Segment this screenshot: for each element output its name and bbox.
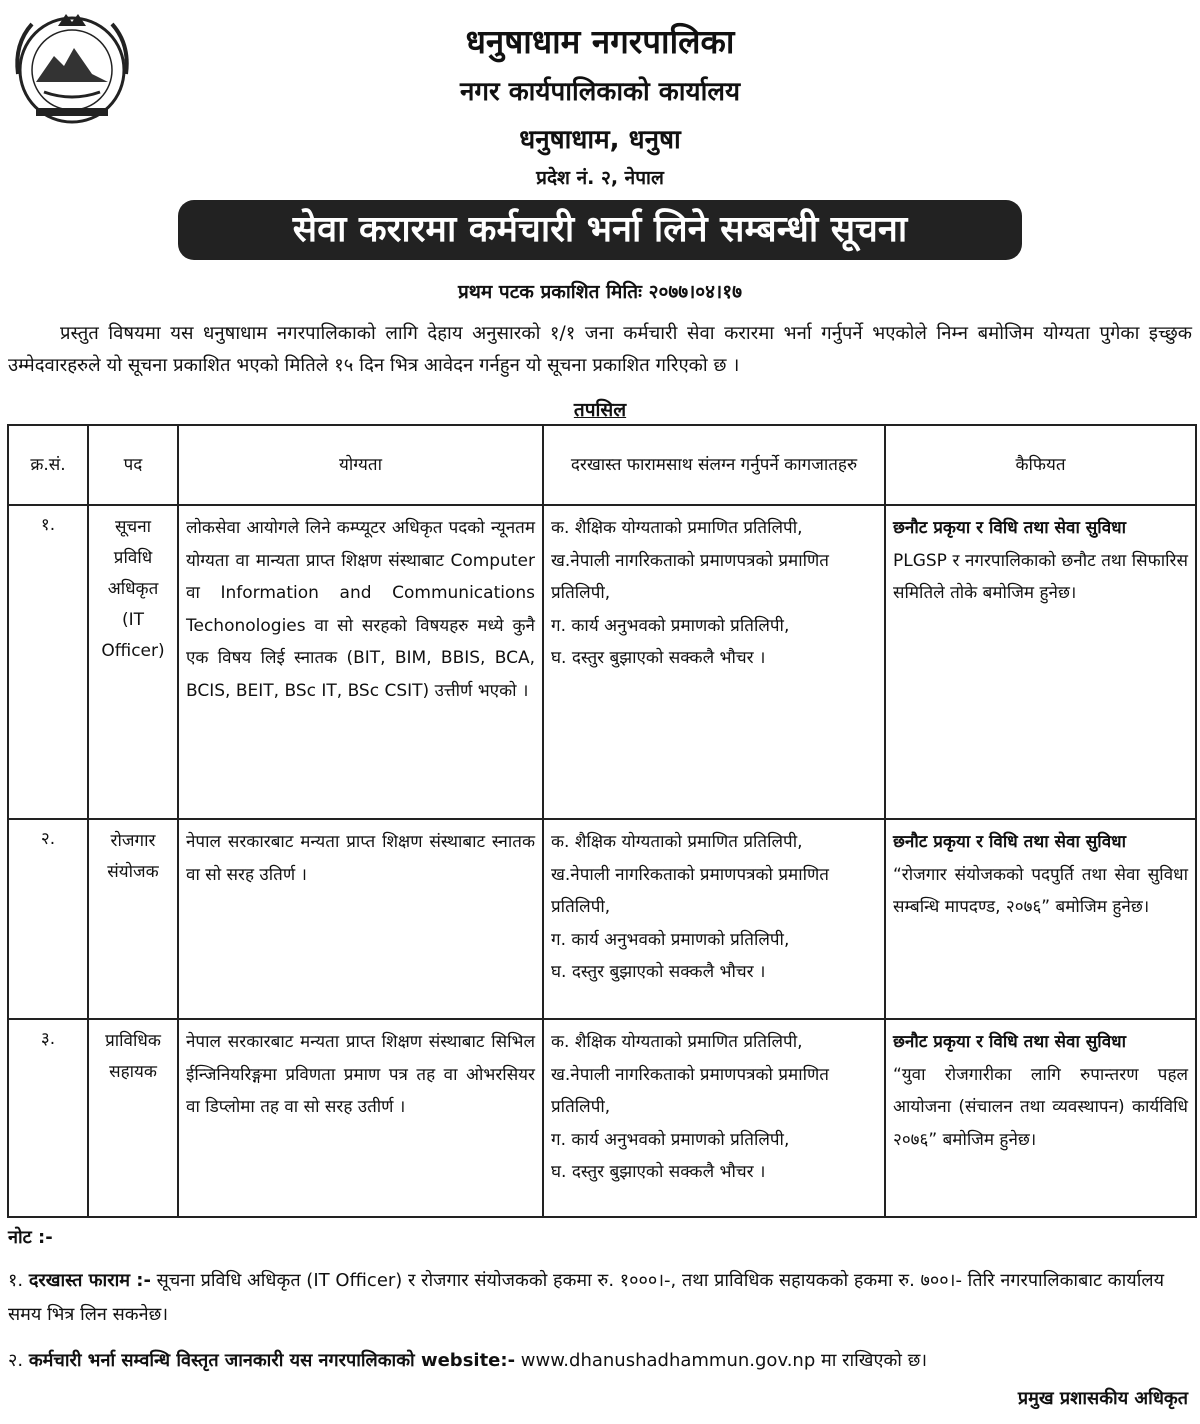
doc-item: घ. दस्तुर बुझाएको सक्कलै भौचर ।: [551, 962, 766, 982]
doc-item: ग. कार्य अनुभवको प्रमाणको प्रतिलिपी,: [551, 615, 790, 636]
remarks-heading: छनौट प्रकृया र विधि तथा सेवा सुविधा: [893, 518, 1126, 538]
province-line: प्रदेश नं. २, नेपाल: [536, 167, 664, 189]
row-qualification: नेपाल सरकारबाट मन्यता प्राप्त शिक्षण संस्थाबाट सिभिल ईन्जिनियरिङ्गमा प्रविणता प्रमाण पत्र तह वा ओभरसियर वा डिप्लोमा तह वा सो सरह उतीर्ण ।: [178, 1019, 543, 1217]
row-documents: [543, 505, 885, 819]
doc-item: ग. कार्य अनुभवको प्रमाणको प्रतिलिपी,: [551, 929, 790, 950]
note-number: २.: [8, 1350, 24, 1371]
row-documents: [543, 819, 885, 1019]
doc-item: क. शैक्षिक योग्यताको प्रमाणित प्रतिलिपी,: [551, 832, 803, 852]
signature-title: प्रमुख प्रशासकीय अधिकृत: [1017, 1388, 1188, 1409]
table-row: [8, 1019, 1196, 1217]
remarks-text: “रोजगार संयोजकको पदपुर्ति तथा सेवा सुविधा सम्बन्धि मापदण्ड, २०७६” बमोजिम हुनेछ।: [893, 864, 1188, 917]
office-name: नगर कार्यपालिकाको कार्यालय: [459, 77, 741, 107]
table-row: [8, 505, 1196, 819]
col-header-post: पद: [88, 425, 178, 505]
note-label: कर्मचारी भर्ना सम्वन्धि विस्तृत जानकारी यस नगरपालिकाको website:-: [28, 1350, 516, 1371]
intro-text: प्रस्तुत विषयमा यस धनुषाधाम नगरपालिकाको लागि देहाय अनुसारको १/१ जना कर्मचारी सेवा करारमा भर्ना गर्नुपर्ने भएकोले निम्न बमोजिम योग्यता पुगेका इच्छुक उम्मेदवारहरुले यो सूचना प्रकाशित भएको मितिले १५ दिन भित्र आवेदन गर्नहुन यो सूचना प्रकाशित गरिएको छ ।: [8, 323, 1192, 376]
notice-title-banner: सेवा करारमा कर्मचारी भर्ना लिने सम्बन्धी सूचना: [178, 200, 1022, 260]
col-header-remarks: कैफियत: [885, 425, 1196, 505]
row-sn: ३.: [8, 1019, 88, 1217]
row-remarks: [885, 819, 1196, 1019]
intro-paragraph: [8, 318, 1192, 382]
row-qualification: लोकसेवा आयोगले लिने कम्प्यूटर अधिकृत पदको न्यूनतम योग्यता वा मान्यता प्राप्त शिक्षण संस्थाबाट Computer वा Information and Communications Techonologies वा सो सरहको विषयहरु मध्ये कुनै एक विषय लिई स्नातक (BIT, BIM, BBIS, BCA, BCIS, BEIT, BSc IT, BSc CSIT) उत्तीर्ण भएको ।: [178, 505, 543, 819]
doc-item: ख.नेपाली नागरिकताको प्रमाणपत्रको प्रमाणित प्रतिलिपी,: [551, 1064, 829, 1117]
row-post: रोजगार संयोजक: [88, 819, 178, 1019]
table-row: [8, 819, 1196, 1019]
municipality-name: धनुषाधाम नगरपालिका: [465, 22, 735, 61]
note-label: दरखास्त फाराम :-: [28, 1270, 151, 1291]
row-documents: [543, 1019, 885, 1217]
table-header-row: [8, 425, 1196, 505]
row-qualification: नेपाल सरकारबाट मन्यता प्राप्त शिक्षण संस्थाबाट स्नातक वा सो सरह उतिर्ण ।: [178, 819, 543, 1019]
note-item-1: [8, 1264, 1192, 1332]
table-heading: तपसिल: [573, 399, 627, 421]
remarks-heading: छनौट प्रकृया र विधि तथा सेवा सुविधा: [893, 1032, 1126, 1052]
publish-date: प्रथम पटक प्रकाशित मितिः २०७७।०४।१७: [457, 281, 743, 303]
row-post: सूचना प्रविधि अधिकृत (IT Officer): [88, 505, 178, 819]
row-remarks: [885, 505, 1196, 819]
col-header-sn: क्र.सं.: [8, 425, 88, 505]
vacancy-table: [7, 424, 1197, 1218]
row-post: प्राविधिक सहायक: [88, 1019, 178, 1217]
doc-item: ख.नेपाली नागरिकताको प्रमाणपत्रको प्रमाणित प्रतिलिपी,: [551, 864, 829, 917]
notes-title: नोट :-: [8, 1227, 53, 1248]
doc-item: ग. कार्य अनुभवको प्रमाणको प्रतिलिपी,: [551, 1129, 790, 1150]
note-item-2: [8, 1344, 1192, 1378]
doc-item: क. शैक्षिक योग्यताको प्रमाणित प्रतिलिपी,: [551, 518, 803, 538]
note-text: सूचना प्रविधि अधिकृत (IT Officer) र रोजगार संयोजकको हकमा रु. १०००।-, तथा प्राविधिक सहायकको हकमा रु. ७००।- तिरि नगरपालिकाबाट कार्यालय समय भित्र लिन सकनेछ।: [8, 1270, 1165, 1325]
note-text: www.dhanushadhammun.gov.np मा राखिएको छ।: [520, 1350, 928, 1371]
col-header-qualification: योग्यता: [178, 425, 543, 505]
row-sn: २.: [8, 819, 88, 1019]
doc-item: घ. दस्तुर बुझाएको सक्कलै भौचर ।: [551, 648, 766, 668]
col-header-documents: दरखास्त फारामसाथ संलग्न गर्नुपर्ने कागजातहरु: [543, 425, 885, 505]
row-sn: १.: [8, 505, 88, 819]
doc-item: क. शैक्षिक योग्यताको प्रमाणित प्रतिलिपी,: [551, 1032, 803, 1052]
note-number: १.: [8, 1270, 24, 1291]
remarks-heading: छनौट प्रकृया र विधि तथा सेवा सुविधा: [893, 832, 1126, 852]
doc-item: ख.नेपाली नागरिकताको प्रमाणपत्रको प्रमाणित प्रतिलिपी,: [551, 550, 829, 603]
row-remarks: [885, 1019, 1196, 1217]
doc-item: घ. दस्तुर बुझाएको सक्कलै भौचर ।: [551, 1162, 766, 1182]
remarks-text: PLGSP र नगरपालिकाको छनौट तथा सिफारिस समितिले तोके बमोजिम हुनेछ।: [893, 550, 1188, 603]
remarks-text: “युवा रोजगारीका लागि रुपान्तरण पहल आयोजना (संचालन तथा व्यवस्थापन) कार्यविधि २०७६” बमोजिम हुनेछ।: [893, 1064, 1188, 1150]
office-address: धनुषाधाम, धनुषा: [519, 125, 681, 155]
